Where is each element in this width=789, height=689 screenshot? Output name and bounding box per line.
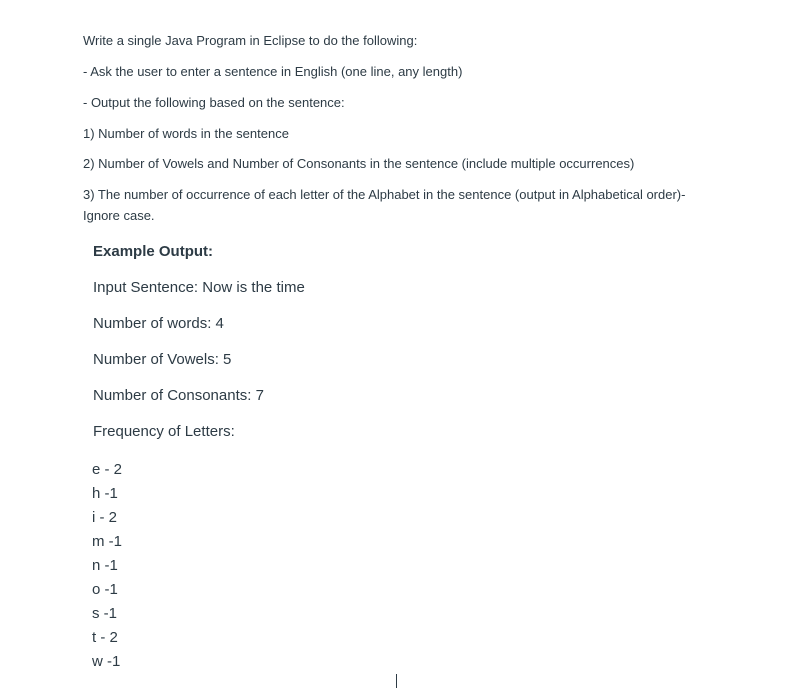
frequency-item: m -1 [92, 533, 122, 550]
frequency-item: h -1 [92, 485, 118, 502]
example-word-count: Number of words: 4 [93, 315, 224, 332]
instruction-intro: Write a single Java Program in Eclipse to do the following: [83, 33, 418, 48]
instruction-output: - Output the following based on the sentence: [83, 95, 345, 110]
requirement-vowels-consonants: 2) Number of Vowels and Number of Consonants in the sentence (include multiple occurrences) [83, 156, 635, 171]
frequency-item: w -1 [92, 653, 121, 670]
example-frequency-heading: Frequency of Letters: [93, 423, 235, 440]
frequency-item: t - 2 [92, 629, 118, 646]
example-input-sentence: Input Sentence: Now is the time [93, 279, 305, 296]
frequency-item: n -1 [92, 557, 118, 574]
frequency-item: e - 2 [92, 461, 123, 478]
example-vowel-count: Number of Vowels: 5 [93, 351, 232, 368]
example-output-heading: Example Output: [93, 243, 214, 260]
text-cursor [396, 674, 397, 688]
letter-frequency-list [92, 458, 122, 674]
requirement-word-count: 1) Number of words in the sentence [83, 126, 289, 141]
frequency-item: i - 2 [92, 509, 118, 526]
frequency-item: o -1 [92, 581, 118, 598]
example-consonant-count: Number of Consonants: 7 [93, 387, 264, 404]
requirement-letter-frequency: 3) The number of occurrence of each letter of the Alphabet in the sentence (output in Alphabetical order)- Ignore case. [83, 187, 686, 223]
frequency-item: s -1 [92, 605, 118, 622]
instruction-ask-user: - Ask the user to enter a sentence in English (one line, any length) [83, 64, 463, 79]
